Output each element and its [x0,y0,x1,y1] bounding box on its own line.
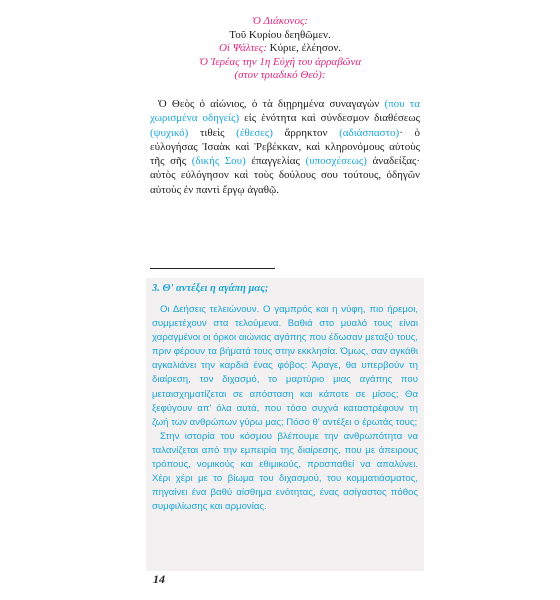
prayer-segment: · ὁ εὐλογήσας Ἰσαὰκ καὶ Ῥεβέκκαν, καὶ κληρονόμους αὐτοὺς τῆς σῆς [150,126,420,168]
commentary-box [146,278,424,571]
deacon-line: Τοῦ Κυρίου δεηθῶμεν. [229,28,331,41]
prayer-segment: εἰς ἑνότητα καὶ σύνδεσμον διαθέσεως [239,112,421,125]
prayer-segment: τιθεὶς [188,126,237,139]
section-divider [150,268,275,269]
prayer-segment: ἀναδείξας· αὐτὸς εὐλόγησον καὶ τοὺς δούλους σου τούτους, ὁδηγῶν αὐτοὺς ἐν παντὶ ἔργῳ ἀγαθῷ. [150,155,420,196]
prayer-segment: ἄρρηκτον [272,126,340,139]
prayer-segment: Ὁ Θεὸς ὁ αἰώνιος, ὁ τὰ διῃρημένα συναγαγὼν [158,98,385,110]
chanters-line [150,42,410,56]
gloss: (ψυχικό) [150,126,189,139]
gloss: (έθεσες) [236,126,273,139]
gloss: (δικής Σου) [191,155,246,168]
chanters-response: Κύριε, ἐλέησον. [269,42,342,55]
commentary-paragraph: Οι Δεήσεις τελειώνουν. Ο γαμπρός και η νύφη, πιο ήρεμοι, συμμετέχουν στα τελούμενα. Βαθιά στο μυαλό τους είναι χαραγμένοι οι όρκοι αιώνιας αγάπης που έδωσαν μεταξύ τους, πριν φέρουν τα βήματά τους στην εκκλησία. Όμως, σαν αγκάθι αγκαλιάνει την καρδιά ένας φόβος: Άραγε, θα υπερβούν τη διαίρεση, τον διχασμό, το μαρτύριο μιας αγάπης που μεταισχηματίζεται σε απόσταση και κάποτε σε μίσος; Θα ξεφύγουν απ' όλα αυτά, που τόσο συχνά καταστρέφουν τη ζωή των ανθρώπων γύρω μας; Πόσο θ' αντέξει ο έρωτάς τους; [152,304,418,428]
section-title: 3. Θ' αντέξει η αγάπη μας; [152,283,269,294]
commentary-paragraph: Στην ιστορία του κόσμου βλέπουμε την ανθρωπότητα να ταλανίζεται από την εμπειρία της διαίρεσης, που με άπειρους τρόπους, νομικούς και εθιμικούς, προσπαθεί να απαλύνει. Χέρι χέρι με το βίωμα του διχασμού, του κομματιάσματος, πηγαίνει ένα βαθύ αίσθημα ενότητας, ένας ασίγαστος πόθος συμφιλίωσης και αρμονίας. [152,430,418,513]
commentary-text [152,303,418,514]
page-number: 14 [153,572,165,586]
rubric-priest-note: (στον τριαδικό Θεό): [234,69,326,82]
prayer-text [150,97,420,197]
rubric-priest: Ὁ Ἱερέας την 1η Εὐχή του ἀρραβῶνα [198,55,362,68]
prayer-segment: ἐπαγγελίας [245,155,306,168]
liturgy-header [150,15,410,83]
rubric-chanters: Οἱ Ψάλτες: [218,42,267,55]
gloss: (που τα χωρισμένα οδηγείς) [150,98,420,125]
gloss: (υποσχέσεως) [305,155,367,168]
gloss: (αδιάσπαστο) [339,126,400,139]
rubric-deacon: Ὁ Διάκονος: [251,15,309,27]
